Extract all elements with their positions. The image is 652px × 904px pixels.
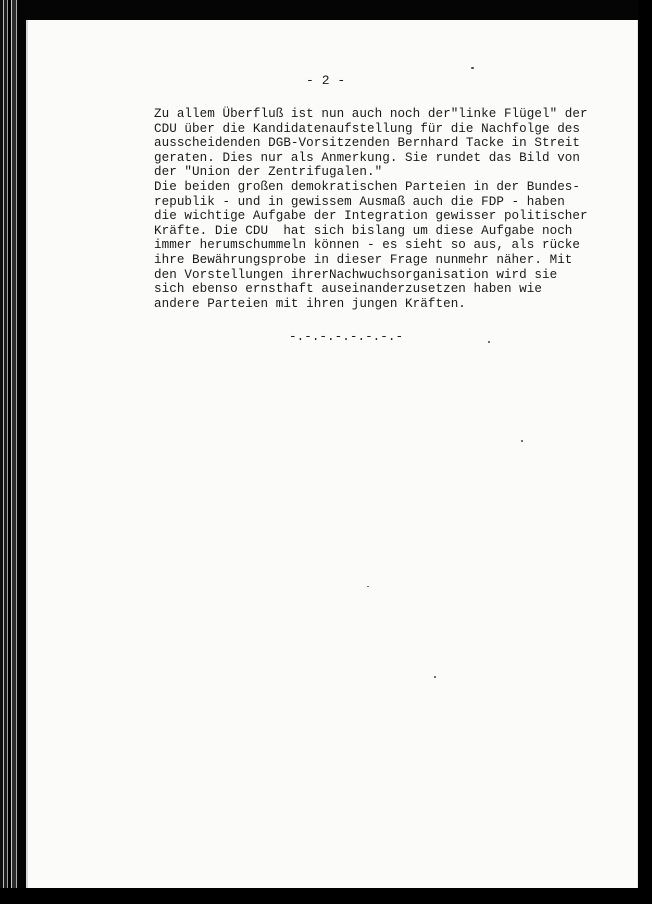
page-number: - 2 -: [306, 73, 346, 88]
paragraph-line: ausscheidenden DGB-Vorsitzenden Bernhard Tacke in Streit: [154, 136, 581, 151]
scan-speck: [367, 586, 369, 587]
paragraph-line: andere Parteien mit ihren jungen Kräften.: [154, 296, 466, 311]
scan-bottom-edge: [0, 888, 652, 904]
section-separator: -.-.-.-.-.-.-.-: [289, 330, 404, 344]
scan-speck: [521, 440, 523, 442]
paragraph-1: [154, 107, 588, 180]
paragraph-line: Kräfte. Die CDU hat sich bislang um diese Aufgabe noch: [154, 223, 573, 238]
paragraph-line: ihre Bewährungsprobe in dieser Frage nunmehr näher. Mit: [154, 252, 573, 267]
paragraph-line: Die beiden großen demokratischen Parteien in der Bundes-: [154, 180, 581, 194]
paragraph-line: Zu allem Überfluß ist nun auch noch der"linke Flügel" der: [154, 107, 588, 121]
paragraph-line: sich ebenso ernsthaft auseinanderzusetzen haben wie: [154, 282, 542, 297]
scan-speck: [488, 341, 490, 343]
paragraph-line: den Vorstellungen ihrerNachwuchsorganisation wird sie: [154, 267, 558, 282]
paragraph-line: republik - und in gewissem Ausmaß auch die FDP - haben: [154, 194, 565, 209]
scan-left-edge: [0, 0, 26, 904]
scan-speck: [434, 676, 436, 678]
paragraph-line: immer herumschummeln können - es sieht so aus, als rücke: [154, 238, 581, 253]
scan-right-edge: [638, 0, 652, 904]
paragraph-line: CDU über die Kandidatenaufstellung für die Nachfolge des: [154, 121, 581, 136]
paragraph-line: der "Union der Zentrifugalen.": [154, 165, 383, 180]
paragraph-2: [154, 180, 588, 311]
scan-speck: [471, 67, 474, 69]
paragraph-line: die wichtige Aufgabe der Integration gewisser politischer: [154, 209, 588, 224]
paragraph-line: geraten. Dies nur als Anmerkung. Sie rundet das Bild von: [154, 150, 581, 165]
